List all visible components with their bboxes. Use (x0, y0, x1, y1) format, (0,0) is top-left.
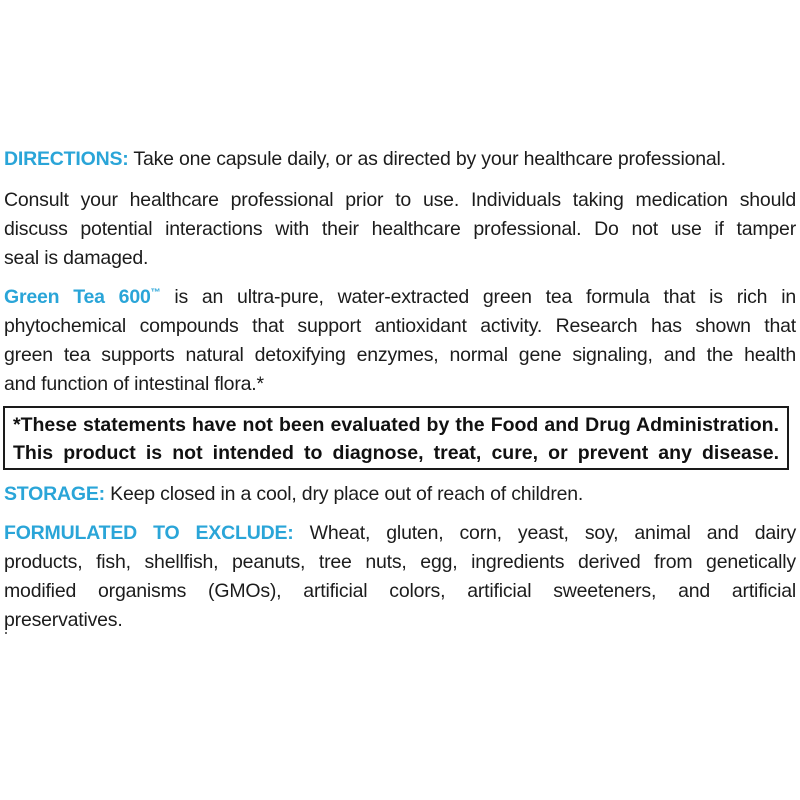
directions-paragraph (4, 145, 796, 174)
consult-line: discuss potential interactions with their healthcare professional. Do not use if tamper (4, 218, 796, 240)
fda-disclaimer-line: *These statements have not been evaluated by the Food and Drug Administration. (13, 414, 779, 436)
storage-heading: STORAGE: (4, 483, 105, 505)
fda-disclaimer-box (3, 406, 789, 470)
consult-line: seal is damaged. (4, 247, 149, 269)
directions-heading: DIRECTIONS: (4, 148, 129, 170)
storage-text: Keep closed in a cool, dry place out of reach of children. (104, 483, 584, 505)
stray-mark (5, 632, 7, 634)
formulated-to-exclude-heading: FORMULATED TO EXCLUDE: (4, 522, 294, 544)
exclude-line: preservatives. (4, 609, 123, 631)
exclude-line: modified organisms (GMOs), artificial colors, artificial sweeteners, and artificial (4, 580, 796, 602)
green-tea-line: phytochemical compounds that support antioxidant activity. Research has shown that (4, 315, 796, 337)
green-tea-paragraph (4, 283, 796, 399)
consult-paragraph (4, 186, 796, 273)
consult-line: Consult your healthcare professional prior to use. Individuals taking medication should (4, 189, 796, 211)
green-tea-line: green tea supports natural detoxifying enzymes, normal gene signaling, and the health (4, 344, 796, 366)
green-tea-product-name: Green Tea 600 (4, 286, 151, 308)
formulated-to-exclude-paragraph (4, 519, 796, 635)
storage-paragraph (4, 480, 796, 509)
fda-disclaimer-line: This product is not intended to diagnose, treat, cure, or prevent any disease. (13, 442, 779, 464)
exclude-line: Wheat, gluten, corn, yeast, soy, animal and dairy (293, 522, 796, 544)
trademark-symbol: ™ (150, 287, 161, 299)
exclude-line: products, fish, shellfish, peanuts, tree nuts, egg, ingredients derived from genetically (4, 551, 796, 573)
green-tea-line: and function of intestinal flora.* (4, 373, 264, 395)
directions-text: Take one capsule daily, or as directed by your healthcare professional. (128, 148, 726, 170)
green-tea-line: is an ultra-pure, water-extracted green tea formula that is rich in (160, 286, 796, 308)
